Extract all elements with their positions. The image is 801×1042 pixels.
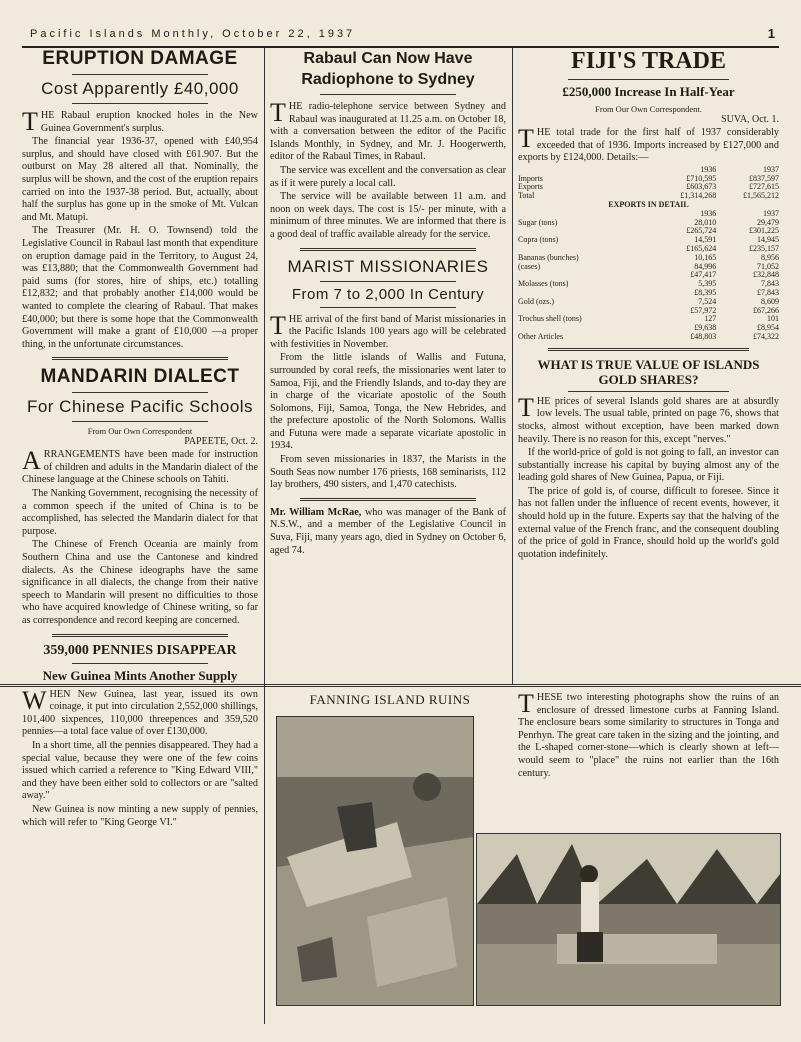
article-gold-shares bbox=[518, 357, 779, 562]
radio-para: The service will be available between 11 a.m. and noon on week days. The cost is 15/- per minute, with a minimum of three minutes. We are informed that there is a good deal of traffic available already for the service. bbox=[270, 191, 506, 240]
year-header-row bbox=[518, 210, 779, 219]
column-rule bbox=[264, 48, 265, 684]
export-row bbox=[518, 289, 779, 298]
drop-cap: T bbox=[518, 392, 534, 422]
pennies-para: In a short time, all the pennies disappeared. They had a special value, because they were one of the few coins issued which carried a reference to "King Edward VIII," and they have been either sold to collectors or are "salted away." bbox=[22, 739, 258, 802]
eruption-subtitle: Cost Apparently £40,000 bbox=[41, 79, 239, 98]
value-1936: £48,803 bbox=[690, 331, 717, 341]
pennies-title: 359,000 PENNIES DISAPPEAR bbox=[43, 642, 237, 658]
column-rule bbox=[264, 684, 265, 1024]
fanning-para: HESE two interesting photographs show the ruins of an enclosure of dressed limestone curbs at Fanning Island. The enclosure bears some similarity to structures in Tonga and Penrhyn. The great care taken in the sizing and the jointing, and the L-shaped corner-stone—which is clearly shown at left—would seem to "place" the ruins not earlier than the 16th century. bbox=[518, 692, 779, 779]
marist-para: From seven missionaries in 1837, the Marists in the South Seas now number 176 priests, 168 seminarists, 112 lay brothers, 490 sisters, and 1,470 catechists. bbox=[270, 454, 506, 491]
value-1937: £837,597 bbox=[749, 173, 779, 183]
marist-para: From the little islands of Wallis and Futuna, surrounded by coral reefs, the missionaries went later to Samoa, Fiji, and the Friendly Islands, and to-day they are in charge of the vicariate apostolic of the South Solomons, Fiji, Samoa, Tonga, the New Hebrides, and the prefecture apostolic of the North Solomons. Wallis and Futuna were made a separate vicariate apostolic in 1934. bbox=[270, 352, 506, 452]
fiji-para: HE total trade for the first half of 1937 considerably exceeded that of 1936. Imports increased by £127,000 and exports by £124,000. Details:— bbox=[518, 127, 779, 164]
row-label: Exports bbox=[518, 182, 543, 192]
radio-para: The service was excellent and the conversation as clear as if it were purely a local call. bbox=[270, 164, 506, 189]
row-label: Sugar (tons) bbox=[518, 217, 558, 227]
value-1937: £7,843 bbox=[757, 287, 779, 297]
row-label: Molasses (tons) bbox=[518, 279, 569, 289]
value-1937: £32,848 bbox=[753, 270, 779, 280]
value-1937: £8,954 bbox=[757, 323, 779, 333]
export-row bbox=[518, 280, 779, 289]
column-left bbox=[22, 48, 258, 830]
value-1937: £1,565,212 bbox=[743, 191, 779, 201]
value-1936: 28,010 bbox=[694, 217, 717, 227]
masthead-title: Pacific Islands Monthly, October 22, 1937 bbox=[30, 28, 356, 40]
eruption-para: The financial year 1936-37, opened with £40,954 surplus, and should have closed with £61.907. But the outburst on May 28 altered all that. Nominally, the surplus will be shown, and the cost of the eruption repairs carried on into the 1937-38 period. But, actually, about half the surplus has gone up in the smoke of Mt. Vulcan and Mt. Matupi. bbox=[22, 136, 258, 223]
row-label: Bananas (bunches) bbox=[518, 252, 579, 262]
gold-para: The price of gold is, of course, difficult to foresee. Since it has not fallen under the influence of recent events, however, it should hold up in the future. Experts say that the halving of the external value of the French franc, and the consequent doubling of the price of gold in France, should hold up the world's gold quotation indefinitely. bbox=[518, 485, 779, 560]
summary-row bbox=[518, 183, 779, 192]
value-1936: £603,673 bbox=[686, 182, 717, 192]
value-1937: £235,157 bbox=[749, 243, 779, 253]
value-1937: 14,945 bbox=[757, 235, 779, 245]
fanning-title: FANNING ISLAND RUINS bbox=[309, 692, 471, 707]
page-number: 1 bbox=[767, 26, 775, 41]
row-label: (cases) bbox=[518, 261, 541, 271]
eruption-para: The Treasurer (Mr. H. O. Townsend) told the Legislative Council in Rabaul last month that expenditure on eruption damage paid in the Territory, to August 24, was £13,880; that the Commonwealth Government had paid sums (for stores, hire of ships, etc.) totalling £12,832; and that probably another £14,000 would be wanted to complete the clearing of Rabaul. That makes £40,000; but there is some hope that the Commonwealth Government will make a grant of £10,000 —a proper thing, in the unfortunate circumstances. bbox=[22, 225, 258, 350]
export-row bbox=[518, 236, 779, 245]
column-right bbox=[518, 48, 779, 562]
value-1937: £301,225 bbox=[749, 226, 779, 236]
value-1937: 1937 bbox=[763, 164, 779, 174]
pennies-para: New Guinea is now minting a new supply of pennies, which will refer to "King George VI." bbox=[22, 803, 258, 828]
row-label: Total bbox=[518, 191, 535, 201]
column-rule bbox=[512, 48, 513, 684]
mcrae-text: who was manager of the Bank of N.S.W., and a member of the Legislative Council in Suva, Fiji, many years ago, died in Sydney on October 6, aged 74. bbox=[270, 506, 506, 556]
masthead bbox=[22, 22, 779, 48]
value-1936: £265,724 bbox=[686, 226, 717, 236]
radio-title: Rabaul Can Now Have Radiophone to Sydney bbox=[301, 50, 475, 88]
row-label: Imports bbox=[518, 173, 543, 183]
article-fiji-trade bbox=[518, 48, 779, 342]
value-1936: £165,624 bbox=[686, 243, 717, 253]
mandarin-para: RRANGEMENTS have been made for instruction of children and adults in the Mandarin dialect of the Chinese language at the Chinese schools on Tahiti. bbox=[22, 449, 258, 486]
article-radiophone bbox=[270, 48, 506, 242]
value-1936: 84,996 bbox=[694, 261, 717, 271]
export-row bbox=[518, 315, 779, 324]
marist-subtitle: From 7 to 2,000 In Century bbox=[291, 285, 485, 303]
value-1936: 1936 bbox=[700, 164, 717, 174]
mandarin-subtitle: For Chinese Pacific Schools bbox=[26, 397, 254, 417]
row-label: Copra (tons) bbox=[518, 235, 559, 245]
value-1937: £727,615 bbox=[749, 182, 779, 192]
value-1936: 127 bbox=[704, 314, 717, 324]
value-1936: £9,638 bbox=[694, 323, 717, 333]
pennies-para: HEN New Guinea, last year, issued its own coinage, it put into circulation 2,552,000 shillings, 101,400 sixpences, 110,000 threepences and 359,520 pennies—a total face value of over £130,000. bbox=[22, 688, 258, 738]
fanning-photo-stones bbox=[276, 716, 474, 1006]
export-row bbox=[518, 333, 779, 342]
value-1936: 10,165 bbox=[694, 252, 717, 262]
drop-cap: T bbox=[22, 107, 38, 136]
value-1936: £710,595 bbox=[686, 173, 717, 183]
article-marist bbox=[270, 257, 506, 492]
value-1936: 5,395 bbox=[698, 279, 717, 289]
mcrae-name: Mr. William McRae, bbox=[270, 506, 362, 518]
fanning-photo-man bbox=[476, 833, 781, 1006]
mandarin-dateline: PAPEETE, Oct. 2. bbox=[184, 436, 258, 448]
export-row bbox=[518, 254, 779, 263]
export-row bbox=[518, 298, 779, 307]
value-1936: £8,395 bbox=[694, 287, 717, 297]
value-1936: 14,591 bbox=[694, 235, 717, 245]
section-rule bbox=[0, 684, 801, 688]
mandarin-para: The Chinese of French Oceania are mainly from Southern China and use the Cantonese and kindred dialects. As the Chinese ideographs have the same significance in all dialects, the change from their native speech to Mandarin will present no difficulties to those who have acquired knowledge of Chinese writing, so far as correspondence and record keeping are concerned. bbox=[22, 539, 258, 626]
pennies-subtitle: New Guinea Mints Another Supply bbox=[42, 667, 238, 683]
summary-row bbox=[518, 175, 779, 184]
mandarin-byline: From Our Own Correspondent bbox=[87, 426, 193, 437]
fanning-caption bbox=[518, 689, 779, 781]
value-1937: 8,956 bbox=[761, 252, 779, 262]
drop-cap: T bbox=[518, 689, 534, 718]
mandarin-para: The Nanking Government, recognising the necessity of a common speech if the united of China is to be accomplished, has selected the Mandarin dialect for that purpose. bbox=[22, 488, 258, 537]
exports-heading: EXPORTS IN DETAIL bbox=[608, 199, 689, 209]
year-header-row bbox=[518, 166, 779, 175]
export-row bbox=[518, 219, 779, 228]
value-1937: £74,322 bbox=[753, 331, 779, 341]
value-1936: 7,524 bbox=[698, 296, 717, 306]
row-label: Trochus shell (tons) bbox=[518, 314, 582, 324]
gold-title: WHAT IS TRUE VALUE OF ISLANDS GOLD SHARES? bbox=[537, 356, 760, 387]
value-1936: £1,314,268 bbox=[680, 191, 717, 201]
drop-cap: T bbox=[270, 310, 286, 340]
value-1937: 71,052 bbox=[757, 261, 779, 271]
value-1936: £47,417 bbox=[690, 270, 717, 280]
radio-para: HE radio-telephone service between Sydney and Rabaul was inaugurated at 11.25 a.m. on October 18, with a conversation between the editor of the Pacific Islands Monthly, in Sydney, and Mr. J. Hoogerwerth, editor of the Rabaul Times, in Rabaul. bbox=[270, 101, 506, 163]
value-1937: 8,609 bbox=[761, 296, 779, 306]
value-1937: £67,266 bbox=[753, 305, 779, 315]
row-label: Gold (ozs.) bbox=[518, 296, 554, 306]
export-row bbox=[518, 263, 779, 272]
fiji-title: FIJI'S TRADE bbox=[571, 48, 726, 74]
exports-heading-row bbox=[518, 201, 779, 210]
drop-cap: T bbox=[270, 98, 286, 127]
marist-title: MARIST MISSIONARIES bbox=[287, 256, 489, 276]
eruption-title: ERUPTION DAMAGE bbox=[42, 48, 238, 69]
article-mandarin bbox=[22, 366, 258, 627]
trade-table bbox=[518, 166, 779, 342]
value-1936: 1936 bbox=[700, 208, 717, 218]
value-1937: 101 bbox=[767, 314, 779, 324]
drop-cap: T bbox=[518, 124, 534, 153]
eruption-para: HE Rabaul eruption knocked holes in the New Guinea Government's surplus. bbox=[40, 110, 258, 134]
fiji-byline: From Our Own Correspondent. bbox=[595, 104, 702, 114]
article-mcrae bbox=[270, 507, 506, 557]
fiji-dateline: SUVA, Oct. 1. bbox=[721, 114, 779, 125]
value-1937: 29,479 bbox=[757, 217, 779, 227]
drop-cap: A bbox=[22, 446, 41, 476]
value-1937: 1937 bbox=[763, 208, 779, 218]
fiji-subtitle: £250,000 Increase In Half-Year bbox=[562, 84, 735, 99]
row-label: Other Articles bbox=[518, 331, 564, 341]
value-1937: 7,843 bbox=[761, 279, 779, 289]
article-eruption bbox=[22, 48, 258, 351]
article-pennies bbox=[22, 643, 258, 830]
column-middle bbox=[270, 48, 506, 558]
gold-para: HE prices of several Islands gold shares are at absurdly low levels. The usual table, printed on page 76, shows that stocks, almost without exception, have been marked down heavily. There is no reason for this, except "nerves." bbox=[518, 395, 779, 445]
value-1936: £57,972 bbox=[690, 305, 717, 315]
gold-para: If the world-price of gold is not going to fall, an investor can substantially increase his capital by buying almost any of the leading gold shares of New Guinea, Papua, or Fiji. bbox=[518, 447, 779, 484]
marist-para: HE arrival of the first band of Marist missionaries in the Pacific Islands 100 years ago will be celebrated with festivities in November. bbox=[270, 313, 506, 350]
mandarin-title: MANDARIN DIALECT bbox=[40, 366, 240, 388]
drop-cap: W bbox=[22, 685, 47, 715]
